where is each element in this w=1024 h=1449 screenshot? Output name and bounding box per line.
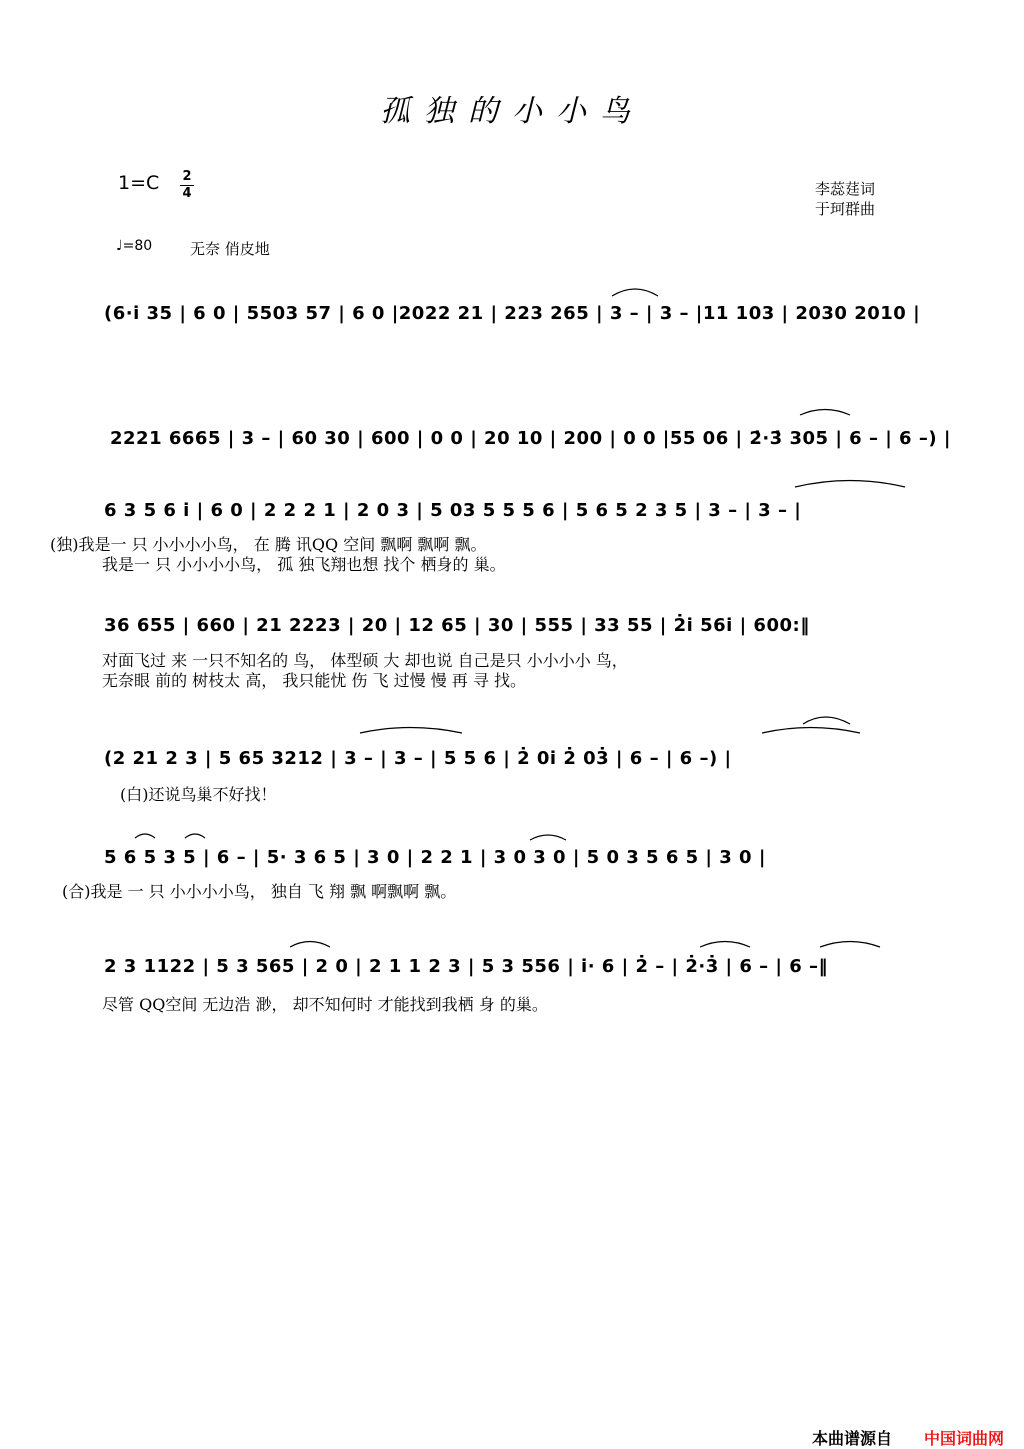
tempo-marking: ♩=80	[116, 238, 153, 254]
score-row-4: 36 655 | 660 | 21 2223 | 20 | 12 65 | 30 | 555 | 33 55 | 2̇i̇ 56i̇ | 600:‖	[104, 615, 810, 636]
lyric-row-4-verse-1: 对面飞过 来 一只不知名的 鸟， 体型硕 大 却也说 自己是只 小小小小 鸟，	[102, 651, 628, 670]
score-row-1: (6·i̇ 35 | 6 0 | 5503 57 | 6 0 |2022 21 | 223 265 | 3 – | 3 – |11 103 | 2030 2010 |	[104, 303, 921, 324]
lyric-row-4-verse-2: 无奈眼 前的 树枝太 高， 我只能忧 伤 飞 过慢 慢 再 寻 找。	[102, 671, 526, 690]
song-title: 孤独的小小鸟	[380, 94, 644, 129]
time-signature-bottom: 4	[182, 186, 192, 201]
footer-source-label: 本曲谱源自	[812, 1429, 893, 1448]
score-row-2: 2221 6665 | 3 – | 60 30 | 600 | 0 0 | 20 10 | 200 | 0 0 |55 06 | 2̇·3̇ 305 | 6 – | 6 –) |	[110, 428, 951, 449]
footer-site-link[interactable]: 中国词曲网	[924, 1429, 1005, 1448]
lyric-row-3-verse-1: (独)我是一 只 小小小小鸟， 在 腾 讯QQ 空间 飘啊 飘啊 飘。	[50, 535, 487, 554]
composer-credit: 于珂群曲	[815, 200, 876, 218]
score-row-6: 5 6 5 3 5 | 6 – | 5· 3 6 5 | 3 0 | 2 2 1 | 3 0 3 0 | 5 0 3 5 6 5 | 3 0 |	[104, 847, 766, 868]
lyricist-credit: 李蕊莛词	[815, 180, 876, 198]
time-signature-top: 2	[182, 169, 192, 184]
key-signature: 1=C	[118, 172, 160, 194]
lyric-row-5-spoken: (白)还说鸟巢不好找！	[120, 785, 277, 804]
lyric-row-3-verse-2: 我是一 只 小小小小鸟， 孤 独飞翔也想 找个 栖身的 巢。	[102, 555, 506, 574]
lyric-row-6: (合)我是 一 只 小小小小鸟， 独自 飞 翔 飘 啊飘啊 飘。	[62, 882, 457, 901]
lyric-row-7: 尽管 QQ空间 无边浩 渺， 却不知何时 才能找到我栖 身 的巢。	[102, 995, 548, 1014]
score-row-7: 2 3 1122 | 5 3 565 | 2 0 | 2 1 1 2 3 | 5 3 556 | i̇· 6 | 2̇ – | 2̇·3̇ | 6 – | 6 –‖	[104, 956, 829, 977]
score-row-3: 6 3 5 6 i̇ | 6 0 | 2 2 2 1 | 2 0 3 | 5 03 5 5 5 6 | 5 6 5 2 3 5 | 3 – | 3 – |	[104, 500, 802, 521]
expression-marking: 无奈 俏皮地	[190, 240, 270, 258]
score-row-5: (2 21 2 3 | 5 65 3212 | 3 – | 3 – | 5 5 6 | 2̇ 0i̇ 2̇ 03̇ | 6 – | 6 –) |	[104, 748, 732, 769]
